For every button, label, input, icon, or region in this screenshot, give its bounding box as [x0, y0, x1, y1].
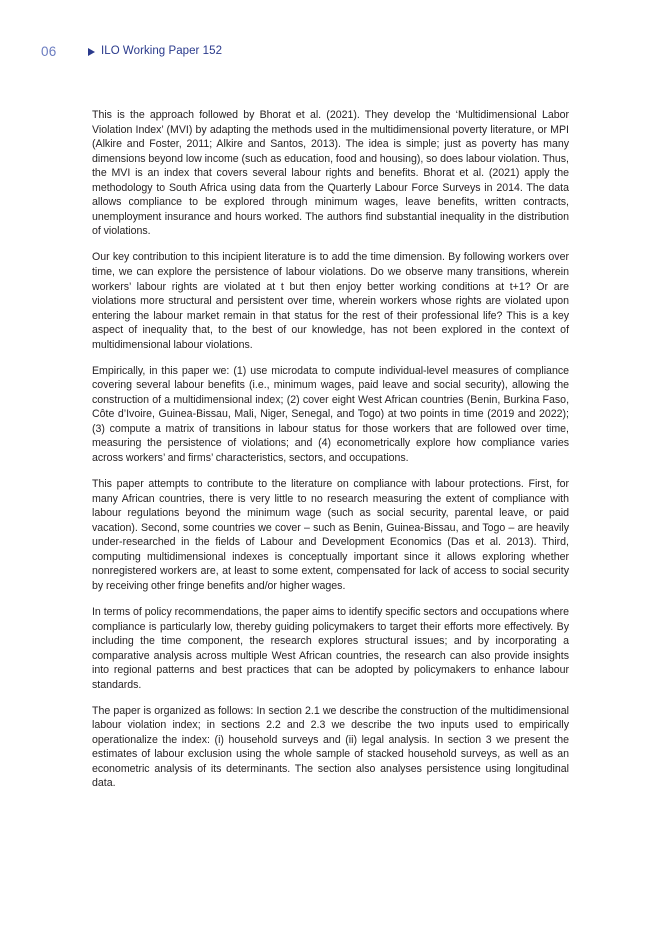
paragraph: Our key contribution to this incipient literature is to add the time dimension. By following workers over time, we can explore the persistence of labour violations. Do we observe many transitions, wherein workers’ labour rights are violated at t but then enjoy better working conditions at t+1? Or are violations more structural and persistent over time, wherein workers whose rights are violated upon entering the labour market remain in that status for the rest of their professional life? This is a key aspect of inequality that, to the best of our knowledge, has not been explored in the context of multidimensional labour violations. [92, 251, 569, 351]
right-triangle-icon [88, 48, 95, 56]
paragraph: Empirically, in this paper we: (1) use microdata to compute individual-level measures of compliance covering several labour benefits (i.e., minimum wages, paid leave and social security), allowing the construction of a multidimensional index; (2) cover eight West African countries (Benin, Burkina Faso, Côte d’Ivoire, Guinea-Bissau, Mali, Niger, Senegal, and Togo) at two points in time (2019 and 2022); (3) compute a matrix of transitions in labour status for those workers that are followed over time, measuring the persistence of violations; and (4) econometrically explore how compliance varies across workers’ and firms’ characteristics, sectors, and occupations. [92, 364, 569, 465]
paragraph: In terms of policy recommendations, the paper aims to identify specific sectors and occupations where compliance is particularly low, thereby guiding policymakers to target their efforts more effectively. By including the time component, the research explores structural issues; and by incorporating a comparative analysis across multiple West African countries, the research can also provide insights into regional patterns and best practices that can be adopted by policymakers to enhance labour standards. [92, 605, 569, 691]
paragraph: The paper is organized as follows: In section 2.1 we describe the construction of the multidimensional labour violation index; in sections 2.2 and 2.3 we describe the two inputs used to empirically operationalize the index: (i) household surveys and (ii) legal analysis. In section 3 we present the estimates of labour exclusion using the whole sample of stacked household surveys, as well as an econometric analysis of its determinants. The section also analyses persistence using longitudinal data. [92, 704, 569, 790]
body-text-column [92, 108, 569, 791]
paragraph: This paper attempts to contribute to the literature on compliance with labour protections. First, for many African countries, there is very little to no research measuring the extent of compliance with labour regulations beyond the minimum wage (such as social security, parental leave, or paid vacation). Second, some countries we cover – such as Benin, Guinea-Bissau, and Togo – are heavily under-researched in the fields of Labour and Development Economics (Das et al. 2013). Third, computing multidimensional indexes is conceptually important since it allows exploring whether nonregistered workers are, at least to some extent, compensated for lack of access to social security by receiving other fringe benefits and/or higher wages. [92, 478, 569, 592]
running-head-title: ILO Working Paper 152 [101, 45, 223, 57]
paragraph: This is the approach followed by Bhorat et al. (2021). They develop the ‘Multidimensional Labor Violation Index’ (MVI) by adapting the methods used in the multidimensional poverty literature, or MPI (Alkire and Foster, 2011; Alkire and Santos, 2013). The idea is simple; just as poverty has many dimensions beyond low income (such as education, food and housing), so does labour violation. Thus, the MVI is an index that covers several labour rights and benefits. Bhorat et al. (2021) apply the methodology to South Africa using data from the Quarterly Labour Force Surveys in 2014. The data allows compliance to be explored through minimum wages, leave benefits, written contracts, unemployment insurance and hours worked. The authors find substantial inequality in the distribution of violations. [92, 109, 569, 238]
running-head [41, 41, 621, 61]
page-number: 06 [41, 43, 57, 59]
running-head-group [88, 45, 222, 57]
